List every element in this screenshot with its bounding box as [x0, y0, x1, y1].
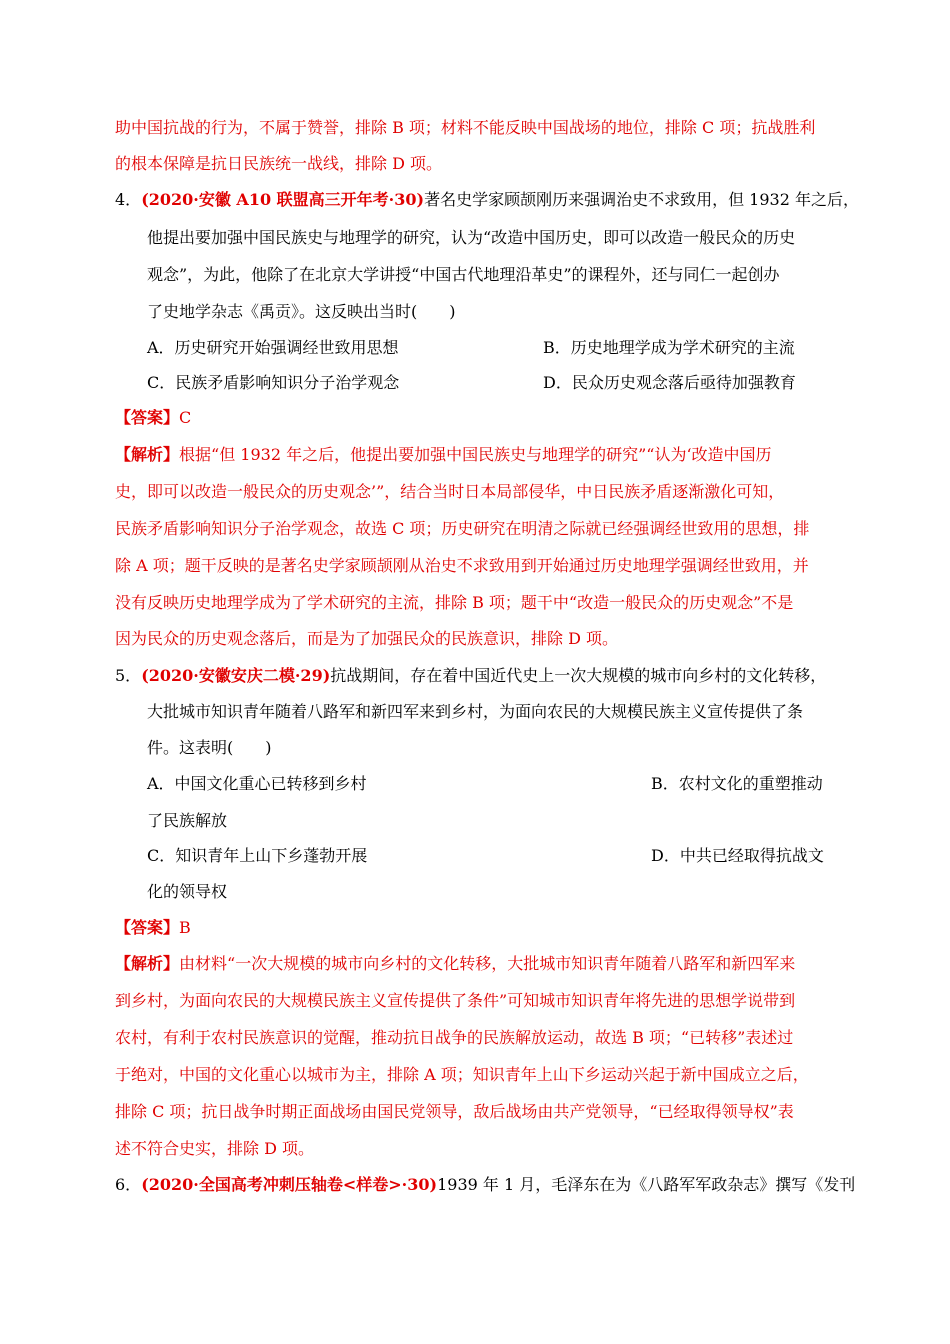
question-4-stem-line: 观念”，为此，他除了在北京大学讲授“中国古代地理沿革史”的课程外，还与同仁一起创办 [147, 265, 780, 284]
option-b: B．农村文化的重塑推动 [651, 774, 823, 793]
answer-label: 【答案】 [115, 408, 180, 427]
question-number: 5． [115, 666, 142, 685]
question-source: (2020·安徽 A10 联盟高三开年考·30) [141, 190, 425, 209]
option-a: A．中国文化重心已转移到乡村 [147, 774, 367, 793]
analysis-line [115, 952, 795, 976]
analysis-label: 【解析】 [115, 445, 180, 464]
question-stem-text: 著名史学家顾颉刚历来强调治史不求致用，但 1932 年之后， [424, 190, 859, 209]
option-d-wrap: 化的领导权 [147, 882, 228, 901]
answer-label: 【答案】 [115, 918, 180, 937]
question-number: 6． [115, 1175, 142, 1194]
option-c: C．民族矛盾影响知识分子治学观念 [147, 373, 400, 392]
analysis-label: 【解析】 [115, 954, 180, 973]
analysis-line: 史，即可以改造一般民众的历史观念’”，结合当时日本局部侵华，中日民族矛盾逐渐激化可知， [115, 482, 785, 501]
analysis-line: 没有反映历史地理学成为了学术研究的主流，排除 B 项；题干中“改造一般民众的历史观念”不是 [115, 593, 794, 612]
option-d: D．民众历史观念落后亟待加强教育 [543, 373, 796, 392]
question-4-stem-line [115, 188, 859, 212]
analysis-text: 根据“但 1932 年之后，他提出要加强中国民族史与地理学的研究”“认为‘改造中国历 [179, 445, 772, 464]
answer-value: C [179, 408, 192, 427]
question-6-stem-line [115, 1173, 855, 1197]
prev-analysis-line: 的根本保障是抗日民族统一战线，排除 D 项。 [115, 154, 443, 173]
analysis-line [115, 443, 772, 467]
question-4-stem-line: 了史地学杂志《禹贡》。这反映出当时( ) [147, 302, 456, 321]
analysis-line: 于绝对，中国的文化重心以城市为主，排除 A 项；知识青年上山下乡运动兴起于新中国成立之后， [115, 1065, 809, 1084]
option-b: B．历史地理学成为学术研究的主流 [543, 338, 795, 357]
question-5-stem-line: 大批城市知识青年随着八路军和新四军来到乡村，为面向农民的大规模民族主义宣传提供了条 [147, 702, 804, 721]
answer-line [115, 406, 191, 430]
analysis-line: 述不符合史实，排除 D 项。 [115, 1139, 315, 1158]
question-source: (2020·安徽安庆二模·29) [141, 666, 331, 685]
analysis-line: 除 A 项；题干反映的是著名史学家顾颉刚从治史不求致用到开始通过历史地理学强调经世致用，并 [115, 556, 809, 575]
answer-line [115, 916, 191, 940]
question-4-stem-line: 他提出要加强中国民族史与地理学的研究，认为“改造中国历史，即可以改造一般民众的历史 [147, 228, 796, 247]
question-number: 4． [115, 190, 142, 209]
analysis-text: 由材料“一次大规模的城市向乡村的文化转移，大批城市知识青年随着八路军和新四军来 [179, 954, 796, 973]
question-source: (2020·全国高考冲刺压轴卷<样卷>·30) [141, 1175, 438, 1194]
question-stem-text: 1939 年 1 月，毛泽东在为《八路军军政杂志》撰写《发刊 [437, 1175, 856, 1194]
prev-analysis-line: 助中国抗战的行为，不属于赞誉，排除 B 项；材料不能反映中国战场的地位，排除 C 项；抗战胜利 [115, 118, 816, 137]
analysis-line: 排除 C 项；抗日战争时期正面战场由国民党领导，敌后战场由共产党领导，“已经取得领导权”表 [115, 1102, 794, 1121]
question-5-stem-line [115, 664, 826, 688]
analysis-line: 到乡村，为面向农民的大规模民族主义宣传提供了条件”可知城市知识青年将先进的思想学说带到 [115, 991, 796, 1010]
option-c: C．知识青年上山下乡蓬勃开展 [147, 846, 368, 865]
option-a: A．历史研究开始强调经世致用思想 [147, 338, 399, 357]
option-d: D．中共已经取得抗战文 [651, 846, 824, 865]
analysis-line: 农村，有利于农村民族意识的觉醒，推动抗日战争的民族解放运动，故选 B 项；“已转移”表述过 [115, 1028, 794, 1047]
analysis-line: 民族矛盾影响知识分子治学观念，故选 C 项；历史研究在明清之际就已经强调经世致用的思想，排 [115, 519, 810, 538]
analysis-line: 因为民众的历史观念落后，而是为了加强民众的民族意识，排除 D 项。 [115, 629, 619, 648]
option-b-wrap: 了民族解放 [147, 811, 228, 830]
question-5-stem-line: 件。这表明( ) [147, 738, 272, 757]
answer-value: B [179, 918, 191, 937]
question-stem-text: 抗战期间，存在着中国近代史上一次大规模的城市向乡村的文化转移， [330, 666, 827, 685]
